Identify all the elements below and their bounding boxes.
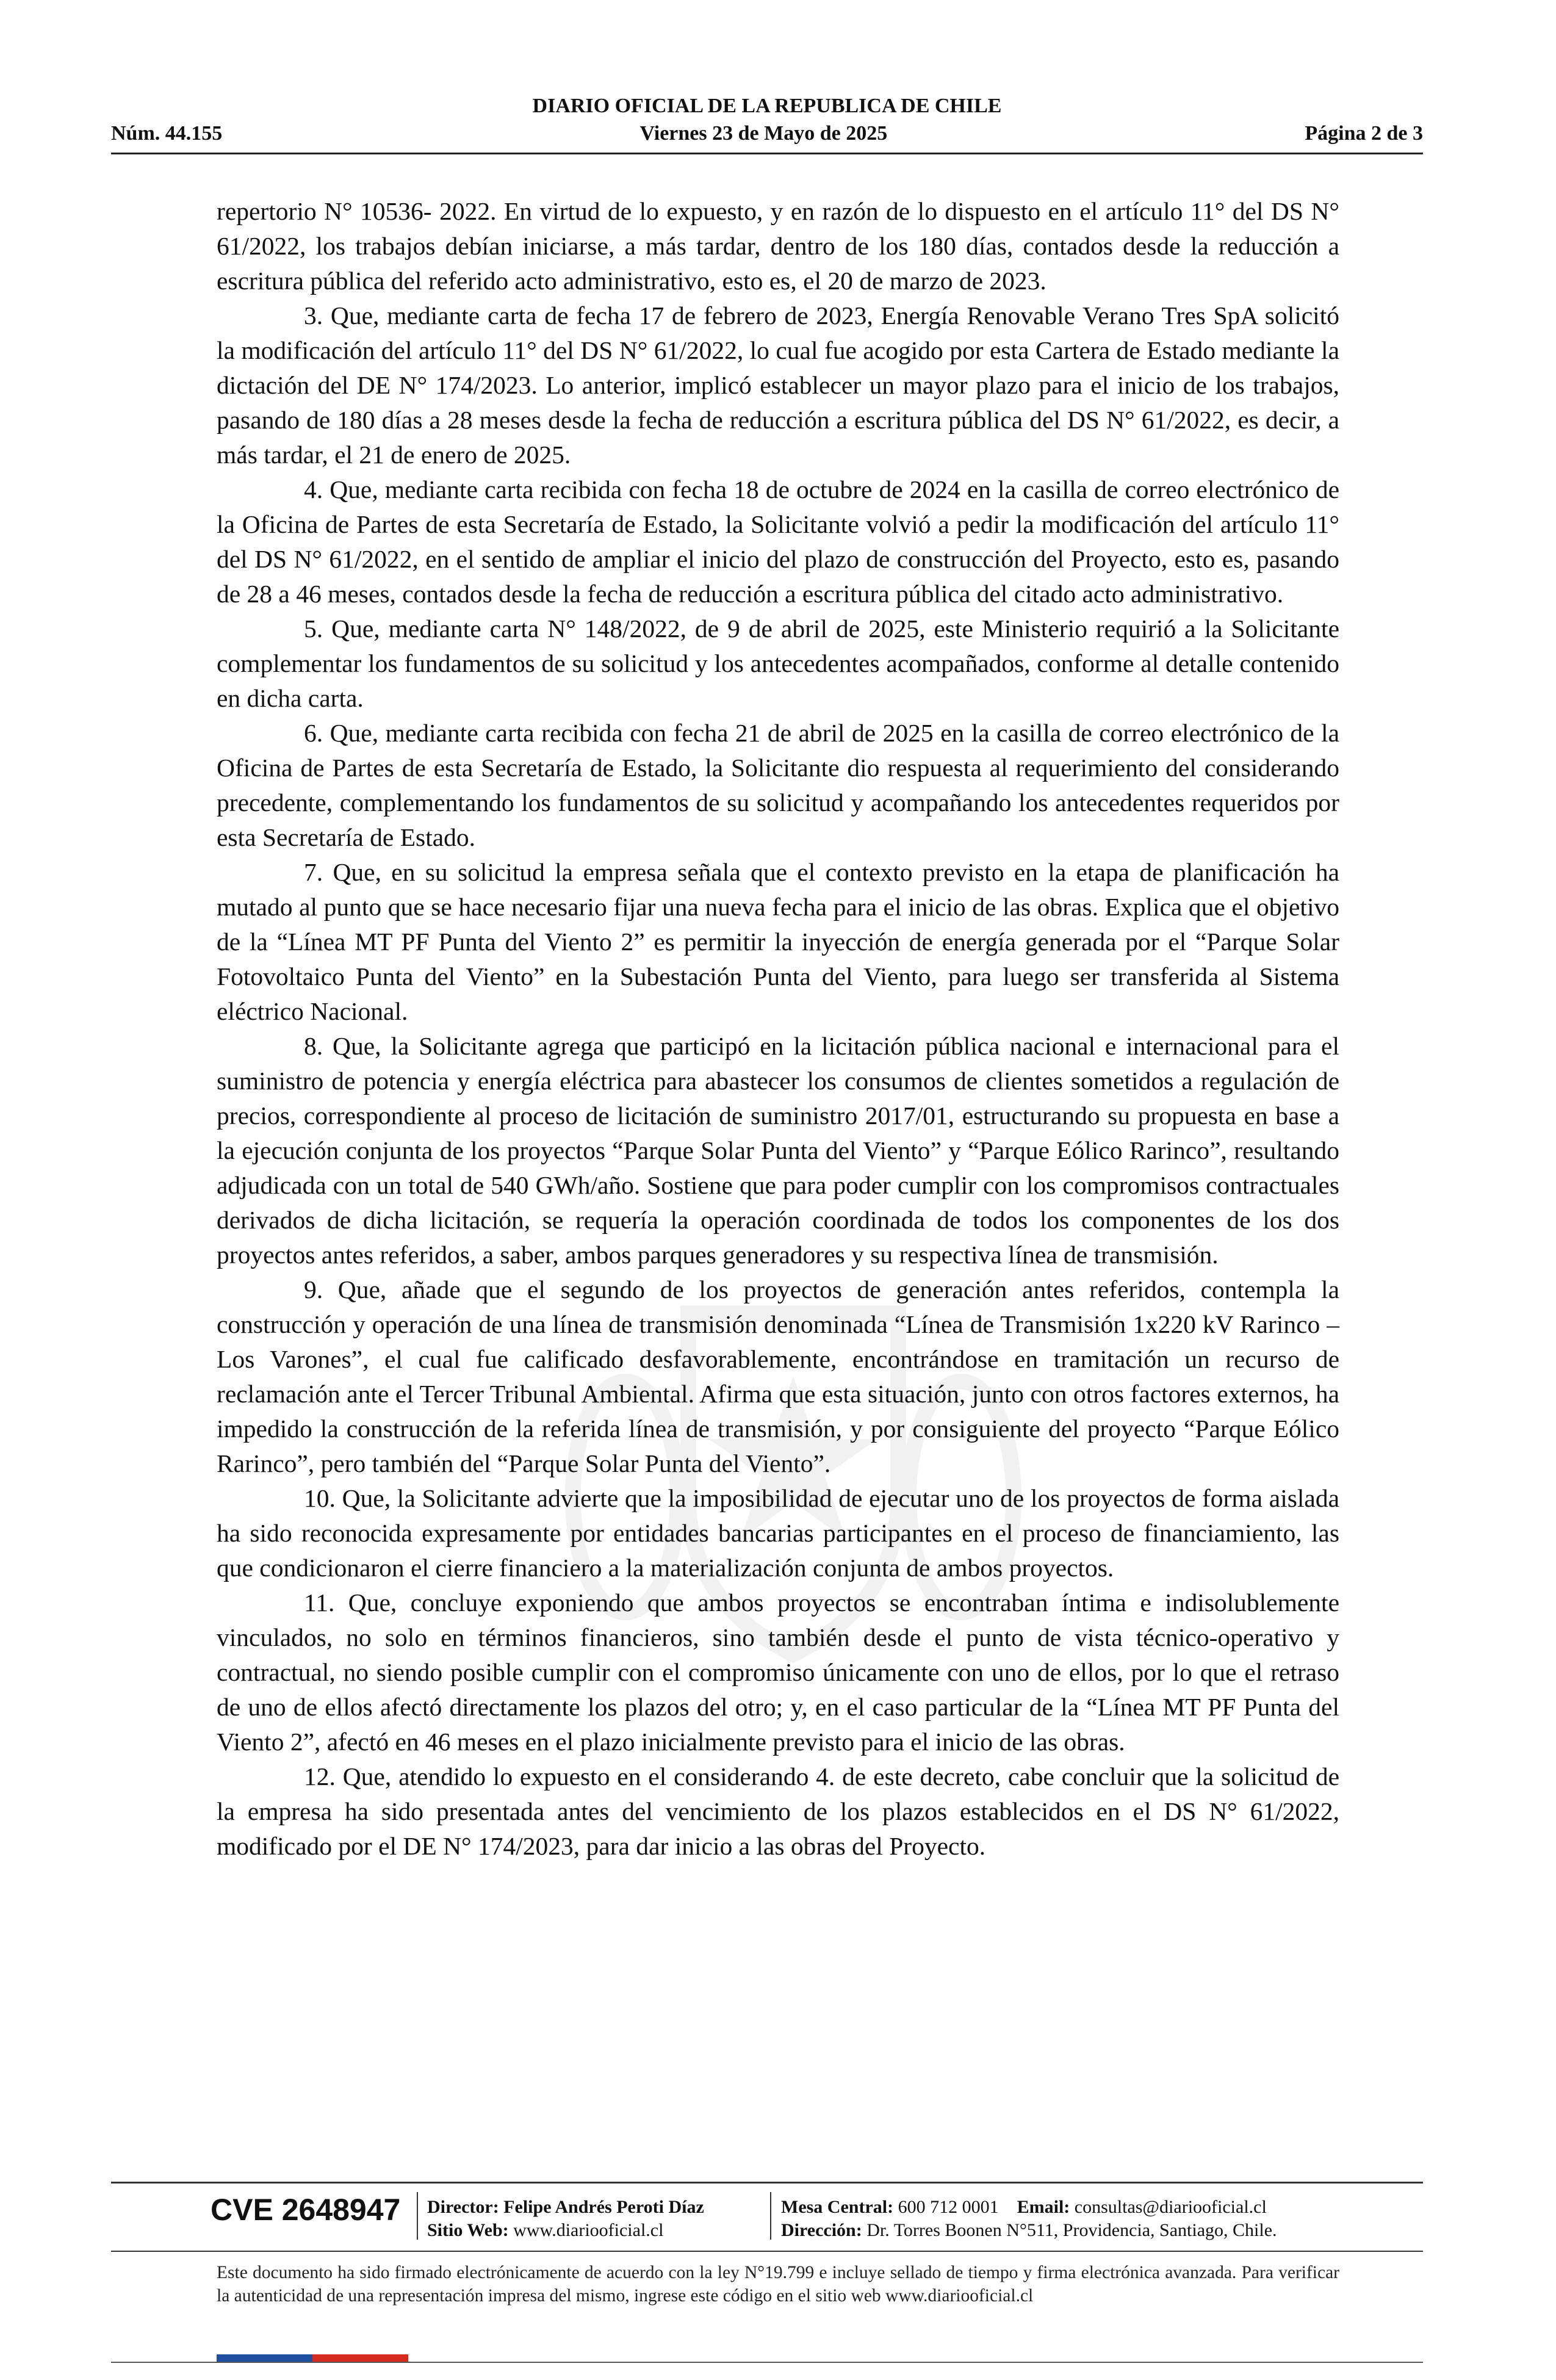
email-label: Email: [1017, 2197, 1070, 2217]
paragraph: 7. Que, en su solicitud la empresa señala que el contexto previsto en la etapa de planificación ha mutado al punto que se hace necesario fijar una nueva fecha para el inicio de las obras. Explica que el objetivo de la “Línea MT PF Punta del Viento 2” es permitir la inyección de energía generada por el “Parque Solar Fotovoltaico Punta del Viento” en la Subestación Punta del Viento, para luego ser transferida al Sistema eléctrico Nacional. [217, 858, 1339, 1025]
footer-separator [417, 2192, 418, 2240]
director-name: Felipe Andrés Peroti Díaz [503, 2197, 704, 2217]
email-link[interactable]: consultas@diariooficial.cl [1074, 2197, 1267, 2217]
footer-divider [111, 2251, 1423, 2252]
page-header [111, 95, 1423, 154]
page-indicator: Página 2 de 3 [1305, 122, 1423, 145]
paragraph: 8. Que, la Solicitante agrega que participó en la licitación pública nacional e internacional para el suministro de potencia y energía eléctrica para abastecer los consumos de clientes sometidos a regulación de precios, correspondiente al proceso de licitación de suministro 2017/01, estructurando su propuesta en base a la ejecución conjunta de los proyectos “Parque Solar Punta del Viento” y “Parque Eólico Rarinco”, resultando adjudicada con un total de 540 GWh/año. Sostiene que para poder cumplir con los compromisos contractuales derivados de dicha licitación, se requería la operación coordinada de todos los componentes de los dos proyectos antes referidos, a saber, ambos parques generadores y su respectiva línea de transmisión. [217, 1032, 1339, 1269]
paragraph: 6. Que, mediante carta recibida con fecha 21 de abril de 2025 en la casilla de correo electrónico de la Oficina de Partes de esta Secretaría de Estado, la Solicitante dio respuesta al requerimiento del considerando precedente, complementando los fundamentos de su solicitud y acompañando los antecedentes requeridos por esta Secretaría de Estado. [217, 719, 1339, 851]
paragraph: 12. Que, atendido lo expuesto en el considerando 4. de este decreto, cabe concluir que la solicitud de la empresa ha sido presentada antes del vencimiento de los plazos establecidos en el DS N° 61/2022, modificado por el DE N° 174/2023, para dar inicio a las obras del Proyecto. [217, 1762, 1339, 1860]
website-label: Sitio Web: [427, 2220, 509, 2240]
newspaper-title: DIARIO OFICIAL DE LA REPUBLICA DE CHILE [532, 95, 1002, 117]
director-label: Director: [427, 2197, 499, 2217]
paragraph: 11. Que, concluye exponiendo que ambos proyectos se encontraban íntima e indisolublemente vinculados, no solo en términos financieros, sino también desde el punto de vista técnico-operativo y contractual, no siendo posible cumplir con el compromiso únicamente con uno de ellos, por lo que el retraso de uno de ellos afectó directamente los plazos del otro; y, en el caso particular de la “Línea MT PF Punta del Viento 2”, afectó en 46 meses en el plazo inicialmente previsto para el inicio de las obras. [217, 1588, 1339, 1756]
footer-bottom-rule [111, 2362, 1423, 2363]
paragraph: 5. Que, mediante carta N° 148/2022, de 9 de abril de 2025, este Ministerio requirió a la Solicitante complementar los fundamentos de su solicitud y los antecedentes acompañados, conforme al detalle contenido en dicha carta. [217, 615, 1339, 712]
issue-number: Núm. 44.155 [111, 122, 223, 145]
website-link[interactable]: www.diariooficial.cl [513, 2220, 664, 2240]
address-label: Dirección: [781, 2220, 862, 2240]
document-body [217, 194, 1339, 1864]
footer-separator [770, 2192, 771, 2240]
paragraph: repertorio N° 10536- 2022. En virtud de lo expuesto, y en razón de lo dispuesto en el artículo 11° del DS N° 61/2022, los trabajos debían iniciarse, a más tardar, dentro de los 180 días, contados desde la reducción a escritura pública del referido acto administrativo, esto es, el 20 de marzo de 2023. [217, 197, 1339, 295]
paragraph: 10. Que, la Solicitante advierte que la imposibilidad de ejecutar uno de los proyectos de forma aislada ha sido reconocida expresamente por entidades bancarias participantes en el proceso de financiamiento, las que condicionaron el cierre financiero a la materialización conjunta de ambos proyectos. [217, 1484, 1339, 1582]
paragraph: 3. Que, mediante carta de fecha 17 de febrero de 2023, Energía Renovable Verano Tres SpA solicitó la modificación del artículo 11° del DS N° 61/2022, lo cual fue acogido por esta Cartera de Estado mediante la dictación del DE N° 174/2023. Lo anterior, implicó establecer un mayor plazo para el inicio de los trabajos, pasando de 180 días a 28 meses desde la fecha de reducción a escritura pública del DS N° 61/2022, es decir, a más tardar, el 21 de enero de 2025. [217, 301, 1339, 469]
footer-divider [111, 2182, 1423, 2183]
issue-date: Viernes 23 de Mayo de 2025 [639, 122, 888, 145]
footer-editorial-info [427, 2196, 704, 2242]
address-text: Dr. Torres Boonen N°511, Providencia, Santiago, Chile. [866, 2220, 1277, 2240]
paragraph: 4. Que, mediante carta recibida con fecha 18 de octubre de 2024 en la casilla de correo electrónico de la Oficina de Partes de esta Secretaría de Estado, la Solicitante volvió a pedir la modificación del artículo 11° del DS N° 61/2022, en el sentido de ampliar el inicio del plazo de construcción del Proyecto, esto es, pasando de 28 a 46 meses, contados desde la fecha de reducción a escritura pública del citado acto administrativo. [217, 475, 1339, 608]
cve-code: CVE 2648947 [211, 2193, 401, 2227]
phone-label: Mesa Central: [781, 2197, 894, 2217]
footer-contact-info [781, 2196, 1277, 2242]
paragraph: 9. Que, añade que el segundo de los proyectos de generación antes referidos, contempla la construcción y operación de una línea de transmisión denominada “Línea de Transmisión 1x220 kV Rarinco – Los Varones”, el cual fue calificado desfavorablemente, encontrándose en tramitación un recurso de reclamación ante el Tercer Tribunal Ambiental. Afirma que esta situación, junto con otros factores externos, ha impedido la construcción de la referida línea de transmisión, y por consiguiente del proyecto “Parque Eólico Rarinco”, pero también del “Parque Solar Punta del Viento”. [217, 1275, 1339, 1477]
legal-notice: Este documento ha sido firmado electrónicamente de acuerdo con la ley N°19.799 e incluye sellado de tiempo y firma electrónica avanzada. Para verificar la autenticidad de una representación impresa del mismo, ingrese este código en el sitio web www.diariooficial.cl [217, 2263, 1339, 2306]
phone-number: 600 712 0001 [898, 2197, 999, 2217]
